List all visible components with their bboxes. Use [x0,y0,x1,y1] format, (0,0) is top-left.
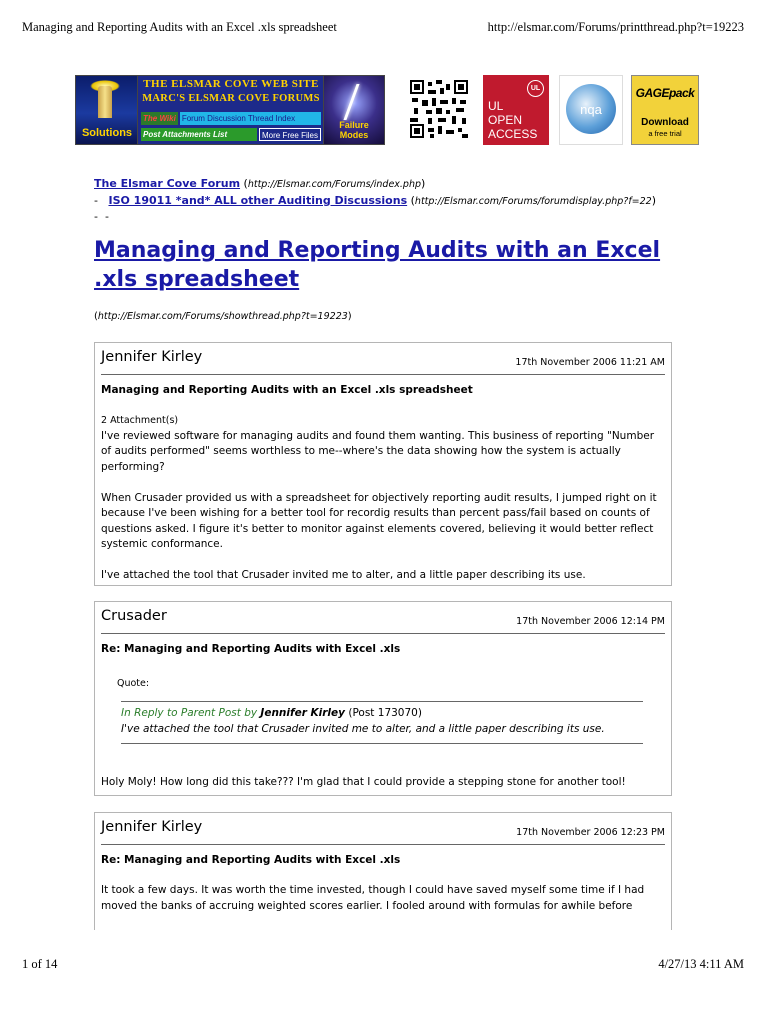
solutions-banner-button[interactable] [75,75,139,145]
breadcrumb: The Elsmar Cove Forum (http://Elsmar.com/Forums/index.php) - ISO 19011 *and* ALL other Auditing Discussions (http://Elsmar.com/Forums/forumdisplay.php?f=22) - - [94,177,657,223]
attachments-link[interactable]: Post Attachments List [141,128,257,141]
gagepack-ad[interactable] [631,75,699,145]
thread-url-text: http://Elsmar.com/Forums/showthread.php?t=19223 [97,311,348,322]
gagepack-download: Download [641,117,689,128]
post-body [101,413,665,599]
breadcrumb-forum-link[interactable]: The Elsmar Cove Forum [94,177,241,190]
attachments-count[interactable]: 2 Attachment(s) [101,415,179,426]
failure-modes-banner-button[interactable] [323,75,385,145]
breadcrumb-subforum-link[interactable]: ISO 19011 *and* ALL other Auditing Discussions [108,193,408,207]
nqa-label: nqa [580,102,602,117]
thread-url: (http://Elsmar.com/Forums/showthread.php?t=19223) [94,311,352,322]
elsmar-banner [137,75,325,145]
nqa-ad[interactable] [559,75,623,145]
post-subject: Re: Managing and Reporting Audits with Excel .xls [101,854,401,866]
breadcrumb-thread: - - [94,210,109,223]
solutions-label: Solutions [81,127,133,139]
failure-modes-label: Failure Modes [339,120,369,140]
print-header [22,20,744,36]
gagepack-trial: a free trial [648,129,682,138]
qr-code-icon[interactable] [410,80,468,138]
wiki-link[interactable]: The Wiki [143,114,176,123]
post [94,601,672,796]
post-paragraph: I've attached the tool that Crusader invited me to alter, and a little paper describing its use. [101,569,586,581]
breadcrumb-separator: - [94,193,98,207]
print-footer [22,957,744,973]
post [94,342,672,586]
forum-index-link[interactable]: Forum Discussion Thread Index [180,112,321,125]
ul-line: OPEN [488,113,523,127]
print-timestamp: 4/27/13 4:11 AM [658,957,744,971]
quote-label: Quote: [117,678,150,689]
post-divider [101,844,665,845]
site-title: THE ELSMAR COVE WEB SITE [143,78,319,90]
post-author: Jennifer Kirley [101,349,203,365]
post-subject: Re: Managing and Reporting Audits with Excel .xls [101,643,401,655]
post-date: 17th November 2006 12:14 PM [516,616,665,627]
thread-title-link[interactable]: Managing and Reporting Audits with an Excel .xls spreadsheet [94,238,661,292]
lightning-icon [343,84,359,120]
forums-title: MARC'S ELSMAR COVE FORUMS [142,93,320,104]
post-subject: Managing and Reporting Audits with an Excel .xls spreadsheet [101,384,473,396]
print-header-title: Managing and Reporting Audits with an Excel .xls spreadsheet [22,20,337,34]
post-divider [101,633,665,634]
post-author: Crusader [101,608,167,624]
page-number: 1 of 14 [22,957,58,971]
post-date: 17th November 2006 12:23 PM [516,827,665,838]
site-banner [75,75,700,145]
gagepack-logo: GAGEpack [635,86,695,100]
quote-post-ref: (Post 173070) [348,707,422,719]
breadcrumb-subforum-url: http://Elsmar.com/Forums/forumdisplay.php?f=22 [414,195,652,207]
ul-line: ACCESS [488,127,538,141]
print-header-url: http://elsmar.com/Forums/printthread.php?t=19223 [487,20,744,34]
lighthouse-icon [98,86,112,118]
more-files-link[interactable]: More Free Files [259,128,321,141]
post-paragraph: When Crusader provided us with a spreadsheet for objectively reporting audit results, I jumped right on it because I've been wishing for a better tool for recordig results than percent pass/fail based on counts of questions asked. I figure it's better to monitor against elements covered, believing it would better reflect systemic conformance. [101,491,657,550]
post [94,812,672,930]
quote-text: I've attached the tool that Crusader invited me to alter, and a little paper describing its use. [121,722,605,735]
post-author: Jennifer Kirley [101,819,203,835]
ul-open-access-ad[interactable] [483,75,549,145]
breadcrumb-forum-url: http://Elsmar.com/Forums/index.php [247,179,422,190]
ul-line: UL [488,99,504,113]
quote-author: Jennifer Kirley [260,707,346,719]
post-date: 17th November 2006 11:21 AM [515,357,665,368]
post-body: It took a few days. It was worth the time invested, though I could have saved myself some time if I had moved the banks of accruing weighted scores earlier. I fooled around with formulas for awhile before [101,884,645,912]
post-body: Holy Moly! How long did this take??? I'm glad that I could provide a stepping stone for another tool! [101,776,626,788]
ul-logo-icon: UL [527,80,544,97]
quote-reply-link[interactable]: In Reply to Parent Post by [121,707,258,719]
quote-block [121,701,643,744]
post-paragraph: I've reviewed software for managing audits and found them wanting. This business of reporting "Number of audits performed" seems worthless to me--where's the data showing how the system is actually performing? [101,429,655,473]
post-divider [101,374,665,375]
